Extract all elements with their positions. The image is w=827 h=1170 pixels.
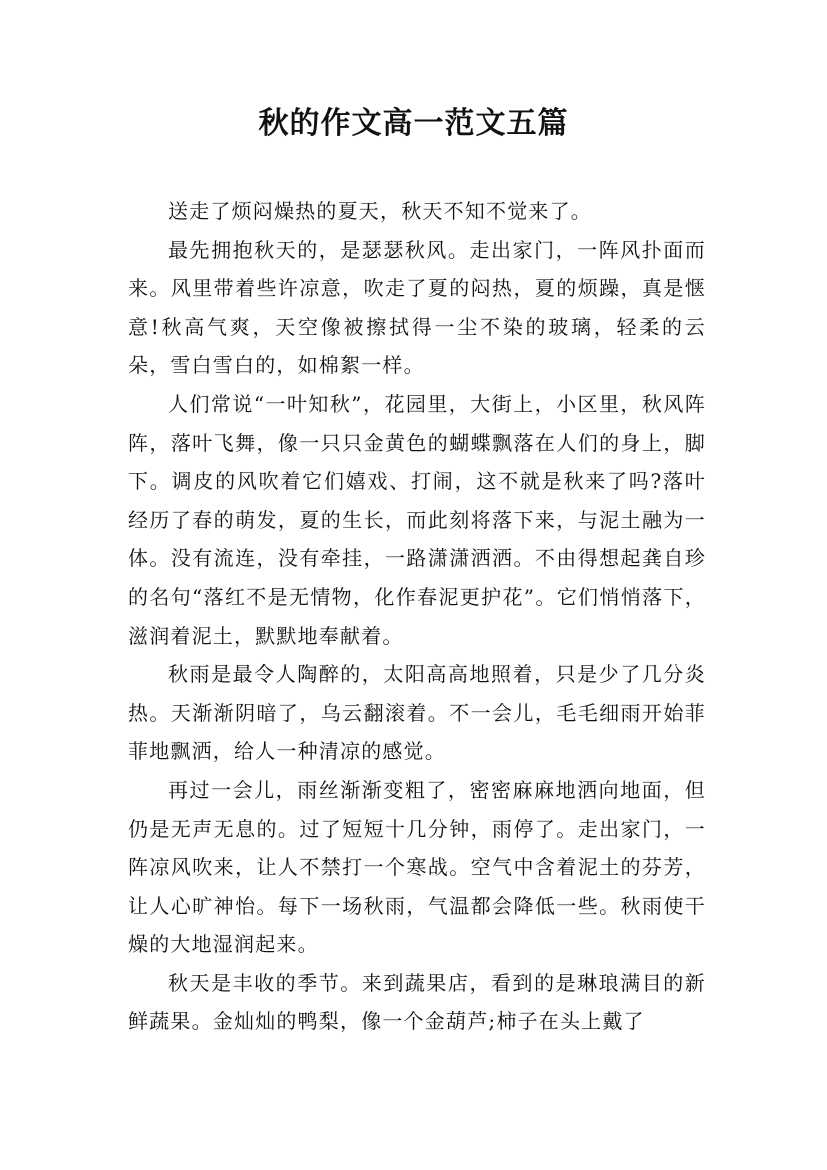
document-title: 秋的作文高一范文五篇 [258,106,569,141]
paragraph-3: 人们常说“一叶知秋”，花园里，大街上，小区里，秋风阵阵，落叶飞舞，像一只只金黄色的蝴蝶飘落在人们的身上，脚下。调皮的风吹着它们嬉戏、打闹，这不就是秋来了吗?落叶经历了春的萌发，夏的生长，而此刻将落下来，与泥土融为一体。没有流连，没有牵挂，一路潇潇洒洒。不由得想起龚自珍的名句“落红不是无情物，化作春泥更护花”。它们悄悄落下，滋润着泥土，默默地奉献着。 [128,391,706,648]
paragraph-6: 秋天是丰收的季节。来到蔬果店，看到的是琳琅满目的新鲜蔬果。金灿灿的鸭梨，像一个金葫芦;柿子在头上戴了 [128,970,706,1034]
paragraph-2: 最先拥抱秋天的，是瑟瑟秋风。走出家门，一阵风扑面而来。风里带着些许凉意，吹走了夏的闷热，夏的烦躁，真是惬意!秋高气爽，天空像被擦拭得一尘不染的玻璃，轻柔的云朵，雪白雪白的，如棉絮一样。 [128,237,706,378]
paragraph-4: 秋雨是最令人陶醉的，太阳高高地照着，只是少了几分炎热。天渐渐阴暗了，乌云翻滚着。不一会儿，毛毛细雨开始菲菲地飘洒，给人一种清凉的感觉。 [128,662,706,764]
paragraph-5: 再过一会儿，雨丝渐渐变粗了，密密麻麻地洒向地面，但仍是无声无息的。过了短短十几分钟，雨停了。走出家门，一阵凉风吹来，让人不禁打一个寒战。空气中含着泥土的芬芳，让人心旷神怡。每下一场秋雨，气温都会降低一些。秋雨使干燥的大地湿润起来。 [128,777,706,957]
document-body [128,192,706,1041]
paragraph-1: 送走了烦闷燥热的夏天，秋天不知不觉来了。 [168,199,592,223]
